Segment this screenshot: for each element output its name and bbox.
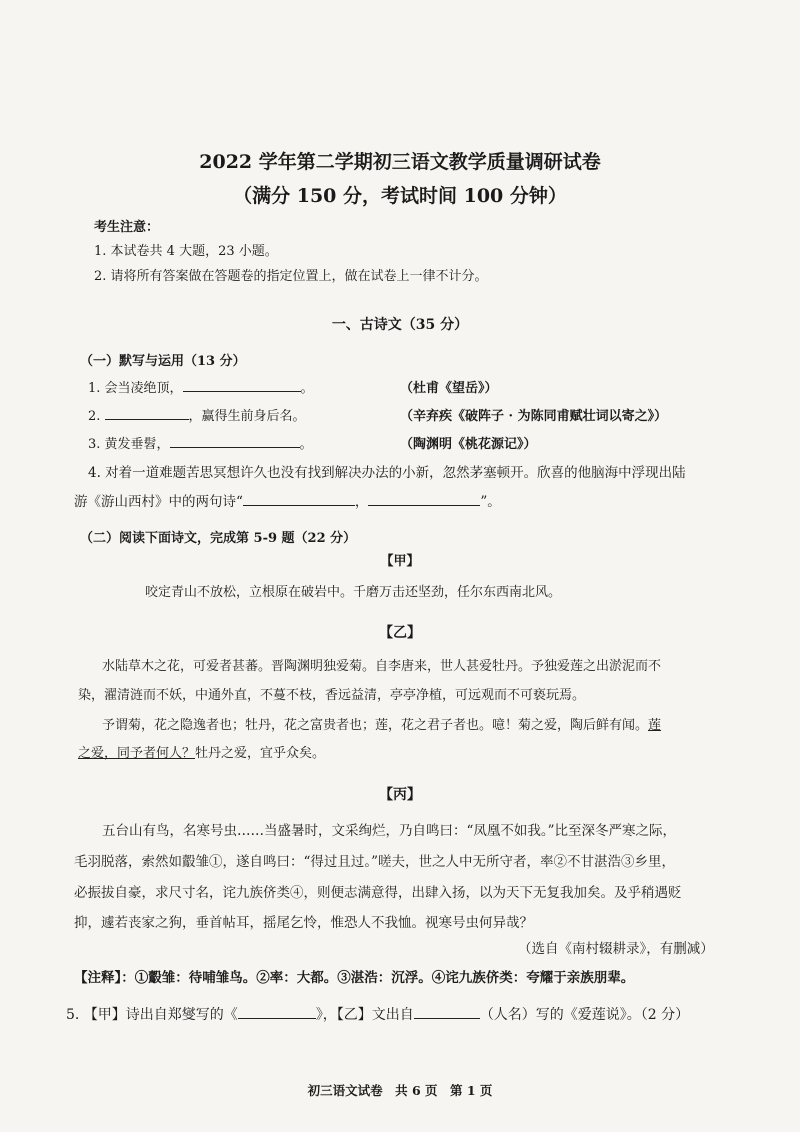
q2-answer-blank[interactable] [105, 406, 189, 420]
notice-item-1: 1. 本试卷共 4 大题，23 小题。 [94, 244, 278, 259]
passage-yi-underlined-sentence: 之爱，同予者何人？ [78, 746, 196, 761]
q4-answer-blank-1[interactable] [243, 492, 355, 506]
question-4-line-2 [74, 490, 501, 510]
page-footer: 初三语文试卷 共 6 页 第 1 页 [307, 1083, 493, 1098]
section-1-title: 一、古诗文（35 分） [331, 317, 469, 333]
q1-suffix: 。 [300, 381, 314, 396]
q3-source: （陶渊明《桃花源记》） [400, 437, 537, 452]
exam-subtitle: （满分 150 分，考试时间 100 分钟） [233, 185, 567, 207]
passage-yi-line-4 [78, 742, 325, 761]
q1-source: （杜甫《望岳》） [400, 381, 498, 396]
question-1 [88, 377, 314, 396]
q2-source: （辛弃疾《破阵子 · 为陈同甫赋壮词以寄之》） [400, 409, 668, 424]
q5-suffix: （人名）写的《爱莲说》。（2 分） [479, 1007, 690, 1023]
notice-heading: 考生注意： [94, 220, 160, 235]
q2-suffix: ，赢得生前身后名。 [188, 409, 306, 424]
question-2 [88, 405, 306, 424]
q1-prefix: 1. 会当凌绝顶， [88, 381, 183, 396]
q5-answer-blank-1[interactable] [238, 1005, 316, 1019]
passage-yi-label: 【乙】 [379, 625, 421, 641]
exam-title: 2022 学年第二学期初三语文教学质量调研试卷 [199, 151, 601, 173]
question-4-line-1: 4. 对着一道难题苦思冥想许久也没有找到解决办法的小新，忽然茅塞顿开。欣喜的他脑海中浮现出陆 [88, 465, 686, 481]
q4-answer-blank-2[interactable] [368, 492, 480, 506]
notice-item-2: 2. 请将所有答案做在答题卷的指定位置上，做在试卷上一律不计分。 [94, 269, 488, 284]
passage-jia-label: 【甲】 [380, 554, 420, 569]
passage-yi-underline-start: 莲 [648, 718, 662, 733]
part-1-title: （一）默写与运用（13 分） [80, 354, 246, 369]
passage-yi-line-4-rest: 牡丹之爱，宜乎众矣。 [195, 746, 326, 761]
passage-yi-line-2: 染，濯清涟而不妖，中通外直，不蔓不枝，香远益清，亭亭净植，可远观而不可亵玩焉。 [78, 688, 586, 703]
passage-bing-line-4: 抑，遽若丧家之狗，垂首帖耳，摇尾乞怜，惟恐人不我恤。视寒号虫何异哉？ [74, 915, 533, 931]
q5-middle: 》，【乙】文出自 [315, 1007, 414, 1023]
passage-bing-line-1: 五台山有鸟，名寒号虫……当盛暑时，文采绚烂，乃自鸣曰：“凤凰不如我。”比至深冬严寒之际， [102, 823, 677, 839]
q3-prefix: 3. 黄发垂髫， [88, 437, 170, 452]
passage-yi-line-3-text: 予谓菊，花之隐逸者也；牡丹，花之富贵者也；莲，花之君子者也。噫！菊之爱，陶后鲜有闻。 [102, 718, 649, 733]
q4-separator: ， [354, 494, 369, 510]
passage-bing-line-2: 毛羽脱落，索然如鷇雏①，遂自鸣曰：“得过且过。”嗟夫，世之人中无所守者，率②不甘湛浩③乡里， [74, 854, 676, 870]
question-3 [88, 433, 313, 452]
passage-bing-line-3: 必振拔自豪，求尺寸名，诧九族侪类④，则便志满意得，出肆入扬，以为天下无复我加矣。及乎稍遇贬 [74, 885, 682, 901]
q5-answer-blank-2[interactable] [414, 1005, 480, 1019]
q4-suffix: ”。 [480, 494, 501, 510]
question-5 [66, 1004, 689, 1024]
passage-jia-text: 咬定青山不放松，立根原在破岩中。千磨万击还坚劲，任尔东西南北风。 [145, 585, 562, 600]
q3-suffix: 。 [299, 437, 313, 452]
q5-prefix: 5. 【甲】诗出自郑燮写的《 [66, 1007, 238, 1023]
q3-answer-blank[interactable] [170, 434, 300, 448]
q2-prefix: 2. [88, 409, 105, 424]
part-2-title: （二）阅读下面诗文，完成第 5-9 题（22 分） [80, 531, 357, 546]
passage-yi-line-3 [102, 714, 661, 733]
annotation: 【注释】：①鷇雏：待哺雏鸟。②率：大都。③湛浩：沉浮。④诧九族侪类：夸耀于亲族朋辈。 [74, 970, 635, 986]
passage-yi-line-1: 水陆草木之花，可爱者甚蕃。晋陶渊明独爱菊。自李唐来，世人甚爱牡丹。予独爱莲之出淤泥而不 [102, 659, 662, 674]
q4-prefix: 游《游山西村》中的两句诗“ [74, 494, 243, 510]
q1-answer-blank[interactable] [183, 378, 301, 392]
passage-bing-source: （选自《南村辍耕录》，有删减） [518, 941, 714, 957]
passage-bing-label: 【丙】 [379, 787, 421, 803]
